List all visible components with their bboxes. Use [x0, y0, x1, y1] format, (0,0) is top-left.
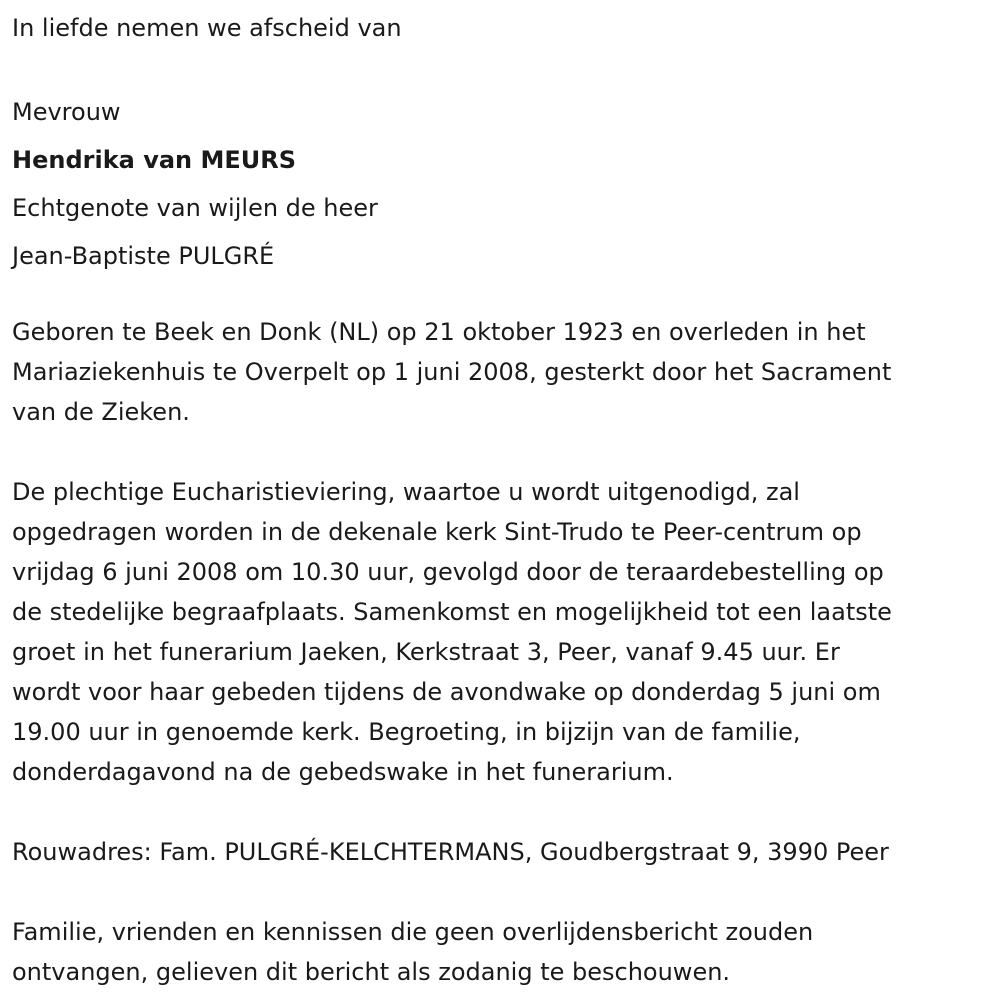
relation-text: Echtgenote van wijlen de heer — [12, 194, 378, 222]
birth-death-paragraph — [12, 312, 988, 432]
paragraph-line: donderdagavond na de gebedswake in het funerarium. — [12, 758, 674, 786]
spouse-name: Jean-Baptiste PULGRÉ — [12, 242, 275, 270]
paragraph-line: de stedelijke begraafplaats. Samenkomst en mogelijkheid tot een laatste — [12, 598, 892, 626]
paragraph-line: vrijdag 6 juni 2008 om 10.30 uur, gevolgd door de teraardebestelling op — [12, 558, 884, 586]
spacer — [12, 280, 988, 312]
intro-text: In liefde nemen we afscheid van — [12, 14, 402, 42]
closing-paragraph — [12, 912, 988, 992]
salutation: Mevrouw — [12, 98, 121, 126]
paragraph-line: wordt voor haar gebeden tijdens de avondwake op donderdag 5 juni om — [12, 678, 881, 706]
paragraph-line: opgedragen worden in de dekenale kerk Sint-Trudo te Peer-centrum op — [12, 518, 862, 546]
paragraph-line: Mariaziekenhuis te Overpelt op 1 juni 2008, gesterkt door het Sacrament — [12, 358, 892, 386]
spacer — [12, 432, 988, 472]
paragraph-line: 19.00 uur in genoemde kerk. Begroeting, in bijzijn van de familie, — [12, 718, 801, 746]
deceased-name: Hendrika van MEURS — [12, 146, 297, 174]
spacer — [12, 872, 988, 912]
paragraph-line: ontvangen, gelieven dit bericht als zodanig te beschouwen. — [12, 958, 731, 986]
paragraph-line: De plechtige Eucharistieviering, waartoe u wordt uitgenodigd, zal — [12, 478, 800, 506]
paragraph-line: Familie, vrienden en kennissen die geen overlijdensbericht zouden — [12, 918, 814, 946]
paragraph-line: van de Zieken. — [12, 398, 190, 426]
spacer — [12, 48, 988, 88]
spacer — [12, 792, 988, 832]
ceremony-paragraph — [12, 472, 988, 792]
mourning-address: Rouwadres: Fam. PULGRÉ-KELCHTERMANS, Goudbergstraat 9, 3990 Peer — [12, 838, 889, 866]
paragraph-line: groet in het funerarium Jaeken, Kerkstraat 3, Peer, vanaf 9.45 uur. Er — [12, 638, 840, 666]
paragraph-line: Geboren te Beek en Donk (NL) op 21 oktober 1923 en overleden in het — [12, 318, 866, 346]
